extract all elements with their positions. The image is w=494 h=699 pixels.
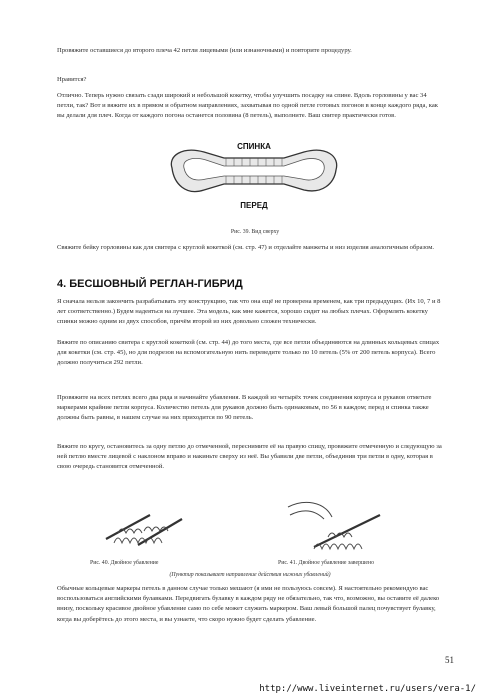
page-number: 51	[445, 655, 454, 665]
figure-41-caption: Рис. 41. Двойное убавление завершено	[278, 560, 375, 566]
paragraph-6: Вяжите по описанию свитера с круглой кокеткой (см. стр. 44) до того места, где все петли объединяются на длинных кольцевых спицах для кокетки (см. стр. 45), но для подрезов на вспомогательную нить переведите только по 10 петель (5% от 200 петель корпуса). Всего должно получиться 292 петли.	[57, 339, 440, 367]
figure-39-yoke-diagram	[164, 138, 344, 214]
figure-40-stitch-illustration	[104, 503, 184, 551]
double-decrease-drawing	[104, 503, 184, 551]
section-heading: 4. БЕСШОВНЫЙ РЕГЛАН-ГИБРИД	[57, 278, 243, 290]
paragraph-8: Вяжите по кругу, остановитесь за одну петлю до отмеченной, переснимите её на правую спицу, провяжите отмеченную и следующую за ней петлю вместе лицевой с наклоном вправо и накиньте сверху из неё. Вы убавили две петли, объединив три петли в одну, которая в свою очередь становится отмеченной.	[57, 443, 442, 471]
paragraph-2: Нравится?	[57, 76, 87, 83]
figure-39-label-front: ПЕРЕД	[240, 201, 268, 210]
paragraph-4: Свяжите бейку горловины как для свитера с круглой кокеткой (см. стр. 47) и отделайте манжеты и низ изделия аналогичным образом.	[57, 244, 435, 251]
paragraph-3: Отлично. Теперь нужно связать сзади широкий и небольшой кокетку, чтобы улучшить посадку на спине. Вдоль горловины у вас 34 петли, так? Вот и вяжите их в прямом и обратном направлениях, захватывая по одной петле готовых погонов в конце каждого ряда, как вы делали для плеч. Когда от каждого погона останется половина (8 петель), выполните. Ваш свитер практически готов.	[57, 92, 438, 120]
source-url: http://www.liveinternet.ru/users/vera-1/	[259, 684, 476, 694]
figure-39-caption: Рис. 39. Вид сверху	[230, 229, 280, 235]
figures-note: (Пунктир показывает направление действия нижних убавлений)	[169, 572, 331, 578]
figure-41-stitch-illustration	[284, 497, 384, 555]
paragraph-9: Обычные кольцевые маркеры петель в данном случае только мешают (я ими не пользуюсь совсем). Я настоятельно рекомендую вас воспользоваться английскими булавками. Передвигать булавку в каждом ряду не обязательно, так что, возможно, вы оставите её далеко внизу, поскольку красивое двойное убавление само по себе может служить маркером. Ваш левый большой палец почувствует булавку, когда вы доберётесь до этого места, и вы узнаете, что скоро нужно будет сделать убавление.	[57, 585, 440, 623]
paragraph-1: Провяжите оставшиеся до второго плеча 42 петли лицевыми (или изнаночными) и повторите процедуру.	[57, 47, 352, 54]
figure-39-label-back: СПИНКА	[237, 142, 271, 151]
yoke-top-view-drawing	[164, 138, 344, 214]
paragraph-7: Провяжите на всех петлях всего два ряда и начинайте убавления. В каждой из четырёх точек соединения корпуса и рукавов отметьте маркерами крайние петли корпуса. Количество петель для рукавов должно быть одинаковым, по 56 в каждом; перед и спинка также должны быть равны, в нашем случае на них приходится по 90 петель.	[57, 394, 432, 422]
completed-decrease-drawing	[284, 497, 384, 555]
paragraph-5: Я сначала нельзя закончить разрабатывать эту конструкцию, так что она ещё не проверена временем, как три предыдущих. (Их 10, 7 и 8 лет соответственно.) Будем надеяться на лучшее. Эта модель, как мне кажется, хорошо сидит на любых плечах. Оформлять кокетку спинки можно одним из двух способов, причём второй из них довольно сложен технически.	[57, 298, 441, 326]
figure-40-caption: Рис. 40. Двойное убавление	[90, 560, 159, 566]
